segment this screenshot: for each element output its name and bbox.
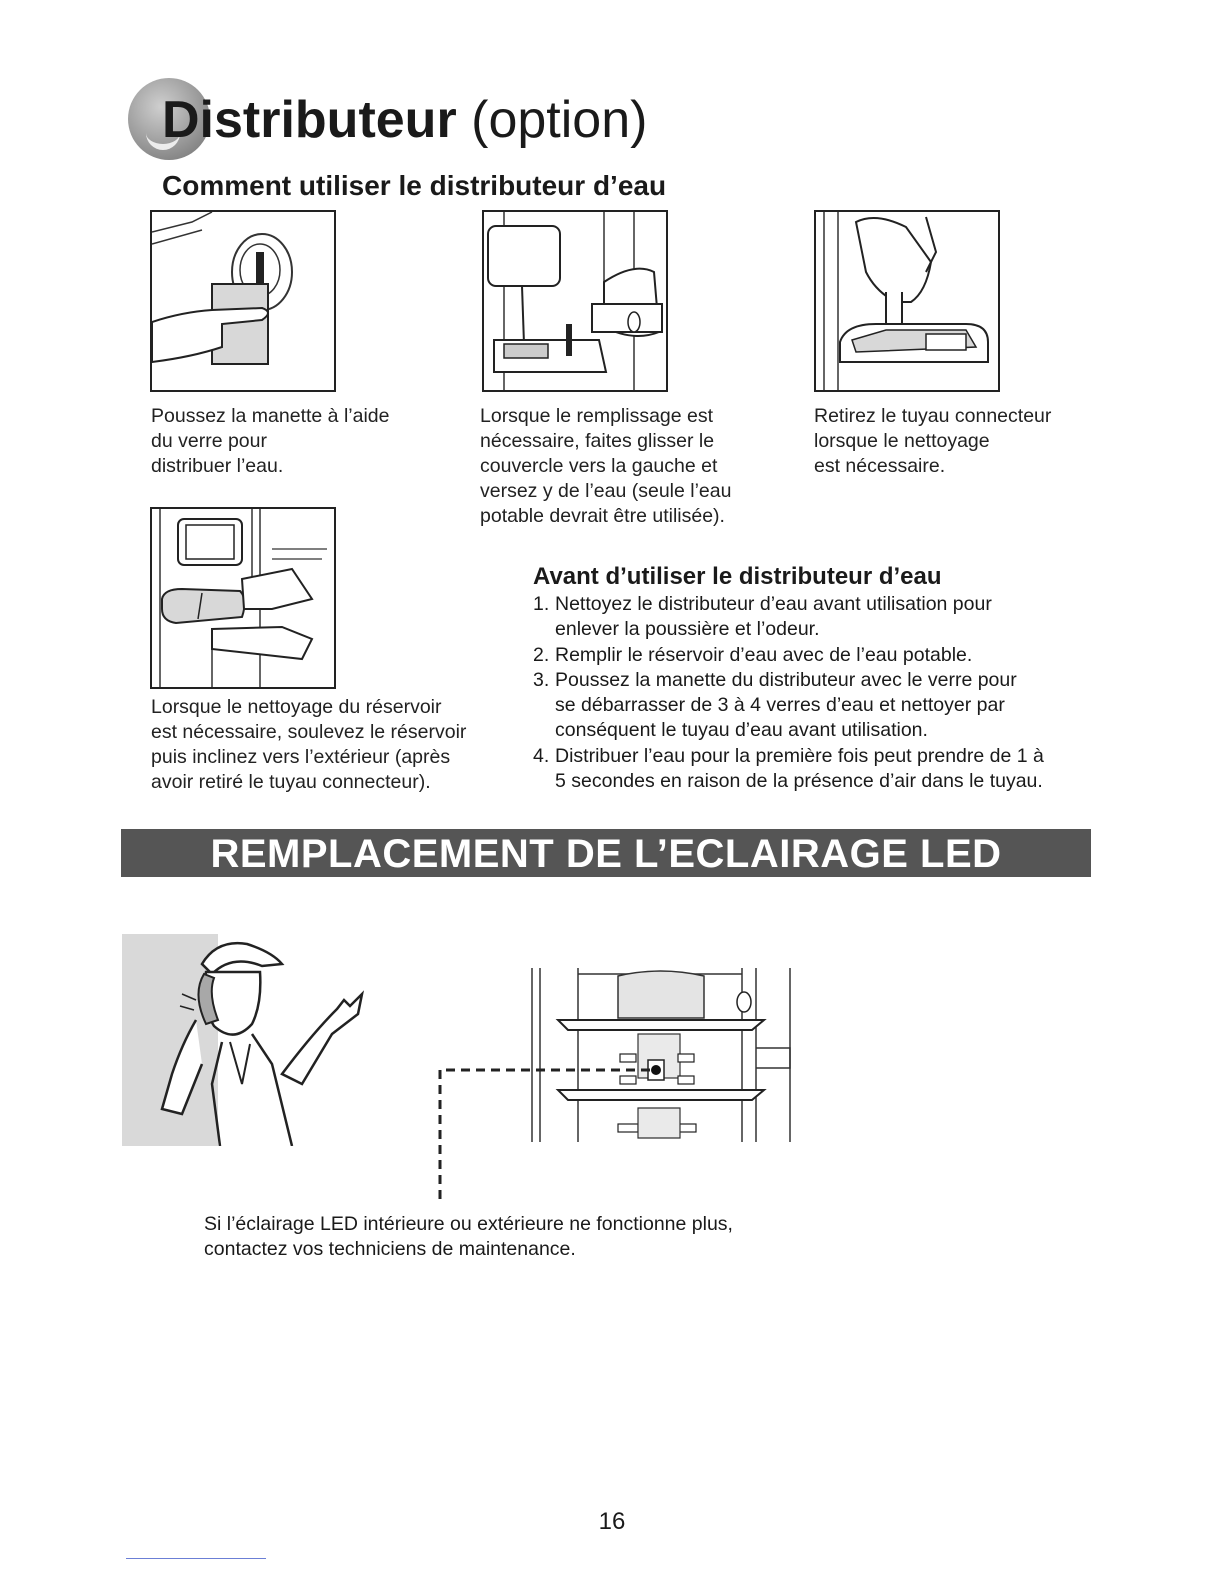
title-rest: (option) (456, 91, 648, 149)
led-leader-line (430, 1060, 660, 1202)
page-number: 16 (598, 1508, 626, 1535)
technician-illustration (122, 934, 382, 1146)
caption-clean-reservoir: Lorsque le nettoyage du réservoir est nécessaire, soulevez le réservoir puis inclinez vers l’extérieur (après avoir retiré le tuyau connecteur). (151, 696, 467, 793)
step-text: Distribuer l’eau pour la première fois peut prendre de 1 à 5 secondes en raison de la présence d’air dans le tuyau. (555, 744, 1044, 793)
step-number: 1. (533, 593, 550, 615)
step-number: 2. (533, 643, 550, 666)
step-item (533, 668, 1103, 744)
figure-push-lever (150, 210, 336, 392)
step-number: 3. (533, 668, 550, 691)
figure-clean-reservoir (150, 507, 336, 689)
step-text: Remplir le réservoir d’eau avec de l’eau potable. (555, 643, 973, 666)
step-item (533, 643, 1103, 668)
caption-remove-hose: Retirez le tuyau connecteur lorsque le nettoyage est nécessaire. (814, 405, 1052, 477)
title-bold: Distributeur (162, 91, 457, 149)
led-maintenance-text: Si l’éclairage LED intérieure ou extérieure ne fonctionne plus, contactez vos techniciens de maintenance. (204, 1213, 733, 1260)
step-number: 4. (533, 744, 550, 767)
footer-divider (126, 1558, 266, 1559)
caption-fill-reservoir: Lorsque le remplissage est nécessaire, faites glisser le couvercle vers la gauche et versez y de l’eau (seule l’eau potable devrait être utilisée). (480, 405, 732, 527)
caption-push-lever: Poussez la manette à l’aide du verre pour distribuer l’eau. (151, 405, 390, 477)
hose-removal-illustration (816, 212, 998, 390)
reservoir-clean-illustration (152, 509, 334, 687)
step-text: Nettoyez le distributeur d’eau avant utilisation pour enlever la poussière et l’odeur. (555, 593, 992, 641)
step-item (533, 592, 1103, 643)
before-use-title: Avant d’utiliser le distributeur d’eau (533, 563, 942, 590)
step-item (533, 744, 1103, 795)
glass-dispenser-illustration (152, 212, 334, 390)
page-title (162, 90, 647, 150)
before-use-steps (533, 592, 1103, 794)
led-section-banner: REMPLACEMENT DE L’ECLAIRAGE LED (121, 829, 1091, 877)
step-text: Poussez la manette du distributeur avec le verre pour se débarrasser de 3 à 4 verres d’eau et nettoyer par conséquent le tuyau d’eau avant utilisation. (555, 668, 1017, 742)
figure-fill-reservoir (482, 210, 668, 392)
technician-figure-icon (122, 934, 382, 1146)
figure-remove-hose (814, 210, 1000, 392)
section-subtitle: Comment utiliser le distributeur d’eau (162, 170, 667, 201)
reservoir-fill-illustration (484, 212, 666, 390)
